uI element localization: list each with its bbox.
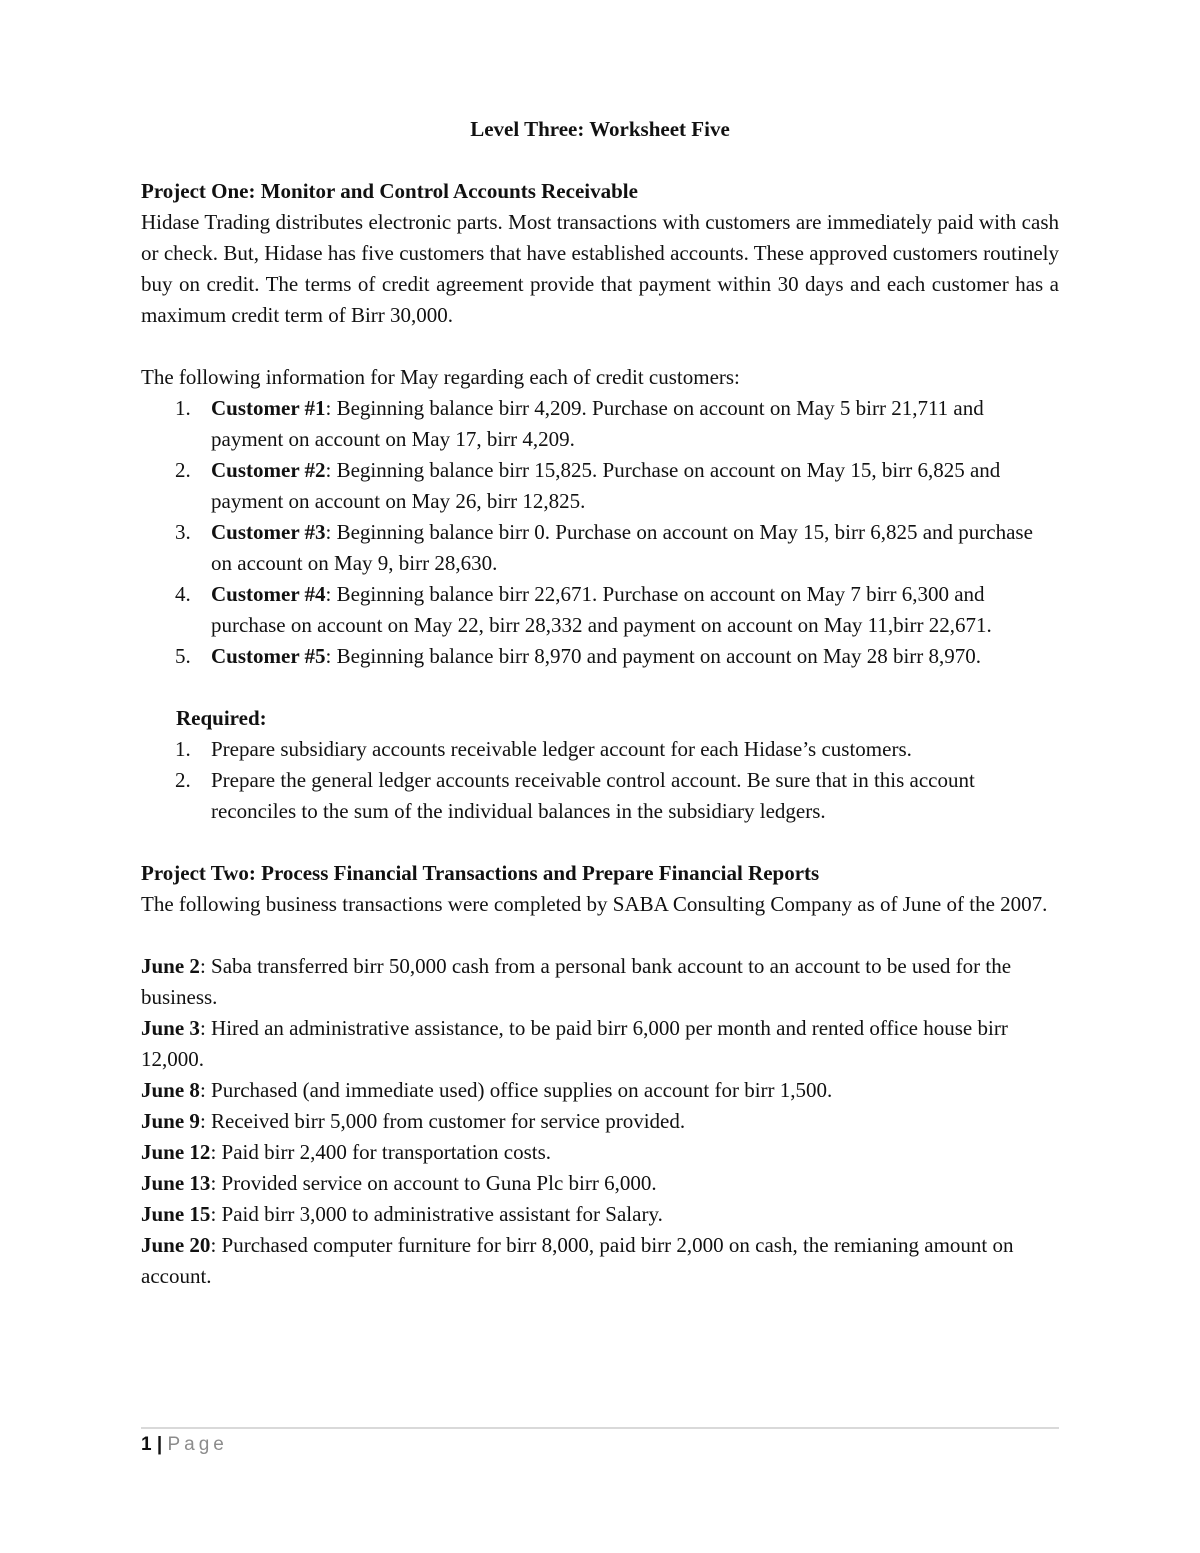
- list-item: [141, 393, 1059, 455]
- customer-label: Customer #5: [211, 644, 326, 668]
- transaction-entry: [141, 951, 1059, 1013]
- project-one-intro: Hidase Trading distributes electronic parts. Most transactions with customers are immediately paid with cash or check. But, Hidase has five customers that have established accounts. These approved customers routinely buy on credit. The terms of credit agreement provide that payment within 30 days and each customer has a maximum credit term of Birr 30,000.: [141, 210, 1059, 327]
- project-one-lead: The following information for May regarding each of credit customers:: [141, 365, 740, 389]
- list-number: 2.: [175, 458, 191, 482]
- transaction-text: : Hired an administrative assistance, to be paid birr 6,000 per month and rented office house birr 12,000.: [141, 1016, 1008, 1071]
- footer-separator: |: [156, 1434, 163, 1455]
- customer-details: : Beginning balance birr 4,209. Purchase on account on May 5 birr 21,711 and payment on account on May 17, birr 4,209.: [211, 396, 984, 451]
- transaction-date: June 13: [141, 1171, 211, 1195]
- list-item: [141, 641, 1059, 672]
- footer-divider: [141, 1427, 1059, 1429]
- spacer: [141, 672, 1059, 703]
- transaction-date: June 20: [141, 1233, 211, 1257]
- transaction-date: June 8: [141, 1078, 200, 1102]
- page-title: Level Three: Worksheet Five: [470, 117, 730, 141]
- required-list: [141, 734, 1059, 827]
- transaction-entry: [141, 1168, 1059, 1199]
- transaction-entry: [141, 1137, 1059, 1168]
- list-item: [141, 765, 1059, 827]
- list-number: 3.: [175, 520, 191, 544]
- customer-details: : Beginning balance birr 15,825. Purchase on account on May 15, birr 6,825 and payment on account on May 26, birr 12,825.: [211, 458, 1001, 513]
- customer-details: : Beginning balance birr 8,970 and payment on account on May 28 birr 8,970.: [325, 644, 982, 668]
- page-label: Page: [167, 1434, 228, 1455]
- customer-list: [141, 393, 1059, 672]
- transaction-entry: [141, 1106, 1059, 1137]
- transaction-entry: [141, 1199, 1059, 1230]
- list-number: 4.: [175, 582, 191, 606]
- transaction-date: June 3: [141, 1016, 200, 1040]
- spacer: [141, 827, 1059, 858]
- transaction-date: June 9: [141, 1109, 200, 1133]
- page-footer: [141, 1432, 228, 1458]
- list-number: 5.: [175, 644, 191, 668]
- required-text: Prepare subsidiary accounts receivable ledger account for each Hidase’s customers.: [211, 737, 912, 761]
- page-content: [141, 114, 1059, 1292]
- list-item: [141, 579, 1059, 641]
- customer-label: Customer #2: [211, 458, 326, 482]
- spacer: [141, 331, 1059, 362]
- transaction-date: June 12: [141, 1140, 211, 1164]
- transaction-text: : Purchased computer furniture for birr 8,000, paid birr 2,000 on cash, the remianing amount on account.: [141, 1233, 1014, 1288]
- transaction-text: : Purchased (and immediate used) office supplies on account for birr 1,500.: [199, 1078, 833, 1102]
- transaction-entry: [141, 1013, 1059, 1075]
- transaction-text: : Received birr 5,000 from customer for service provided.: [199, 1109, 686, 1133]
- customer-label: Customer #3: [211, 520, 326, 544]
- list-item: [141, 517, 1059, 579]
- customer-label: Customer #1: [211, 396, 326, 420]
- project-one-heading: Project One: Monitor and Control Accounts Receivable: [141, 179, 638, 203]
- transaction-date: June 15: [141, 1202, 211, 1226]
- required-text: Prepare the general ledger accounts receivable control account. Be sure that in this account reconciles to the sum of the individual balances in the subsidiary ledgers.: [211, 768, 975, 823]
- list-item: [141, 455, 1059, 517]
- customer-details: : Beginning balance birr 0. Purchase on account on May 15, birr 6,825 and purchase on account on May 9, birr 28,630.: [211, 520, 1033, 575]
- project-two-heading: Project Two: Process Financial Transactions and Prepare Financial Reports: [141, 861, 820, 885]
- customer-label: Customer #4: [211, 582, 326, 606]
- transaction-entry: [141, 1075, 1059, 1106]
- spacer: [141, 920, 1059, 951]
- transaction-text: : Paid birr 3,000 to administrative assistant for Salary.: [210, 1202, 663, 1226]
- list-number: 1.: [175, 737, 191, 761]
- customer-details: : Beginning balance birr 22,671. Purchase on account on May 7 birr 6,300 and purchase on account on May 22, birr 28,332 and payment on account on May 11,birr 22,671.: [211, 582, 992, 637]
- transaction-list: [141, 951, 1059, 1292]
- required-heading: Required:: [176, 706, 267, 730]
- list-item: [141, 734, 1059, 765]
- transaction-date: June 2: [141, 954, 200, 978]
- transaction-text: : Saba transferred birr 50,000 cash from a personal bank account to an account to be used for the business.: [141, 954, 1012, 1009]
- list-number: 2.: [175, 768, 191, 792]
- list-number: 1.: [175, 396, 191, 420]
- transaction-text: : Paid birr 2,400 for transportation costs.: [210, 1140, 552, 1164]
- page-number: 1: [141, 1434, 152, 1455]
- transaction-entry: [141, 1230, 1059, 1292]
- project-two-intro: The following business transactions were completed by SABA Consulting Company as of June of the 2007.: [141, 892, 1048, 916]
- transaction-text: : Provided service on account to Guna Plc birr 6,000.: [210, 1171, 657, 1195]
